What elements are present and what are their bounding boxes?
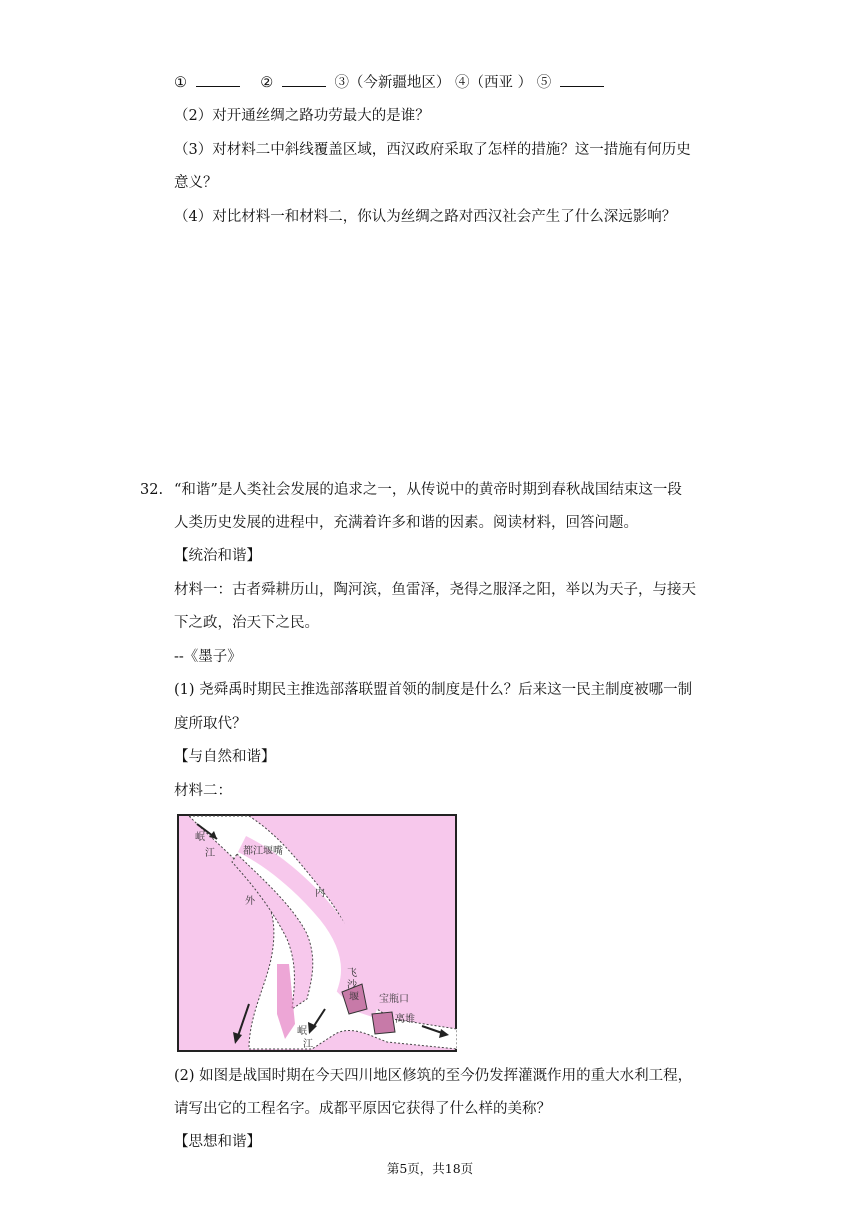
material1-line1: 材料一：古者舜耕历山，陶河滨，鱼雷泽，尧得之服泽之阳，举以为天子，与接天 xyxy=(174,582,696,598)
material1-line2: 下之政，治天下之民。 xyxy=(174,615,319,631)
label-litui: 离堆 xyxy=(395,1014,415,1025)
label-min-2: 岷 xyxy=(297,1026,307,1037)
label-jiang: 江 xyxy=(205,848,215,859)
q31-sub2: （2）对开通丝绸之路功劳最大的是谁？ xyxy=(174,108,430,124)
q31-sub3-line1: （3）对材料二中斜线覆盖区域，西汉政府采取了怎样的措施？这一措施有何历史 xyxy=(174,142,691,158)
blank-3-label: ③（今新疆地区） xyxy=(334,75,451,91)
label-nei: 内 xyxy=(315,888,325,899)
q32-sub2-line2: 请写出它的工程名字。成都平原因它获得了什么样的美称？ xyxy=(174,1101,551,1117)
label-baoping: 宝瓶口 xyxy=(379,994,409,1005)
q32-sub1-line2: 度所取代？ xyxy=(174,716,247,732)
label-feisha-2: 沙 xyxy=(347,980,357,991)
dujiangyan-map xyxy=(177,814,457,1052)
page-footer: 第5页，共18页 xyxy=(386,1161,474,1176)
label-min: 岷 xyxy=(195,832,205,843)
fill-in-blanks-line xyxy=(174,73,608,93)
q32-number: 32. xyxy=(140,482,164,498)
blank-5-label: ⑤ xyxy=(536,75,552,91)
q32-intro-line1: “和谐”是人类社会发展的追求之一，从传说中的黄帝时期到春秋战国结束这一段 xyxy=(174,482,682,498)
section-heading-thought: 【思想和谐】 xyxy=(174,1134,261,1150)
blank-1-field[interactable] xyxy=(196,74,240,87)
blank-5-field[interactable] xyxy=(560,74,604,87)
material2-label: 材料二： xyxy=(174,783,232,799)
q31-sub3-line2: 意义？ xyxy=(174,175,218,191)
q32-sub1-line1: (1) 尧舜禹时期民主推选部落联盟首领的制度是什么？后来这一民主制度被哪一制 xyxy=(174,682,693,698)
label-feisha-1: 飞 xyxy=(347,968,357,979)
label-jiang-2: 江 xyxy=(303,1039,313,1050)
section-heading-nature: 【与自然和谐】 xyxy=(174,749,276,765)
blank-2-field[interactable] xyxy=(282,74,326,87)
label-wai: 外 xyxy=(245,896,255,907)
blank-4-label: ④（西亚 ） xyxy=(455,75,533,91)
material1-source: --《墨子》 xyxy=(174,649,242,665)
label-dujiang: 都江堰嘴 xyxy=(243,846,283,857)
blank-1-label: ① xyxy=(174,75,187,91)
q32-intro-line2: 人类历史发展的进程中，充满着许多和谐的因素。阅读材料，回答问题。 xyxy=(174,515,638,531)
q32-sub2-line1: (2) 如图是战国时期在今天四川地区修筑的至今仍发挥灌溉作用的重大水利工程， xyxy=(174,1068,693,1084)
section-heading-governance: 【统治和谐】 xyxy=(174,548,261,564)
lidui-block xyxy=(372,1012,395,1034)
q31-sub4: （4）对比材料一和材料二，你认为丝绸之路对西汉社会产生了什么深远影响？ xyxy=(174,209,677,225)
label-feisha-3: 堰 xyxy=(349,992,359,1003)
blank-2-label: ② xyxy=(260,75,274,91)
